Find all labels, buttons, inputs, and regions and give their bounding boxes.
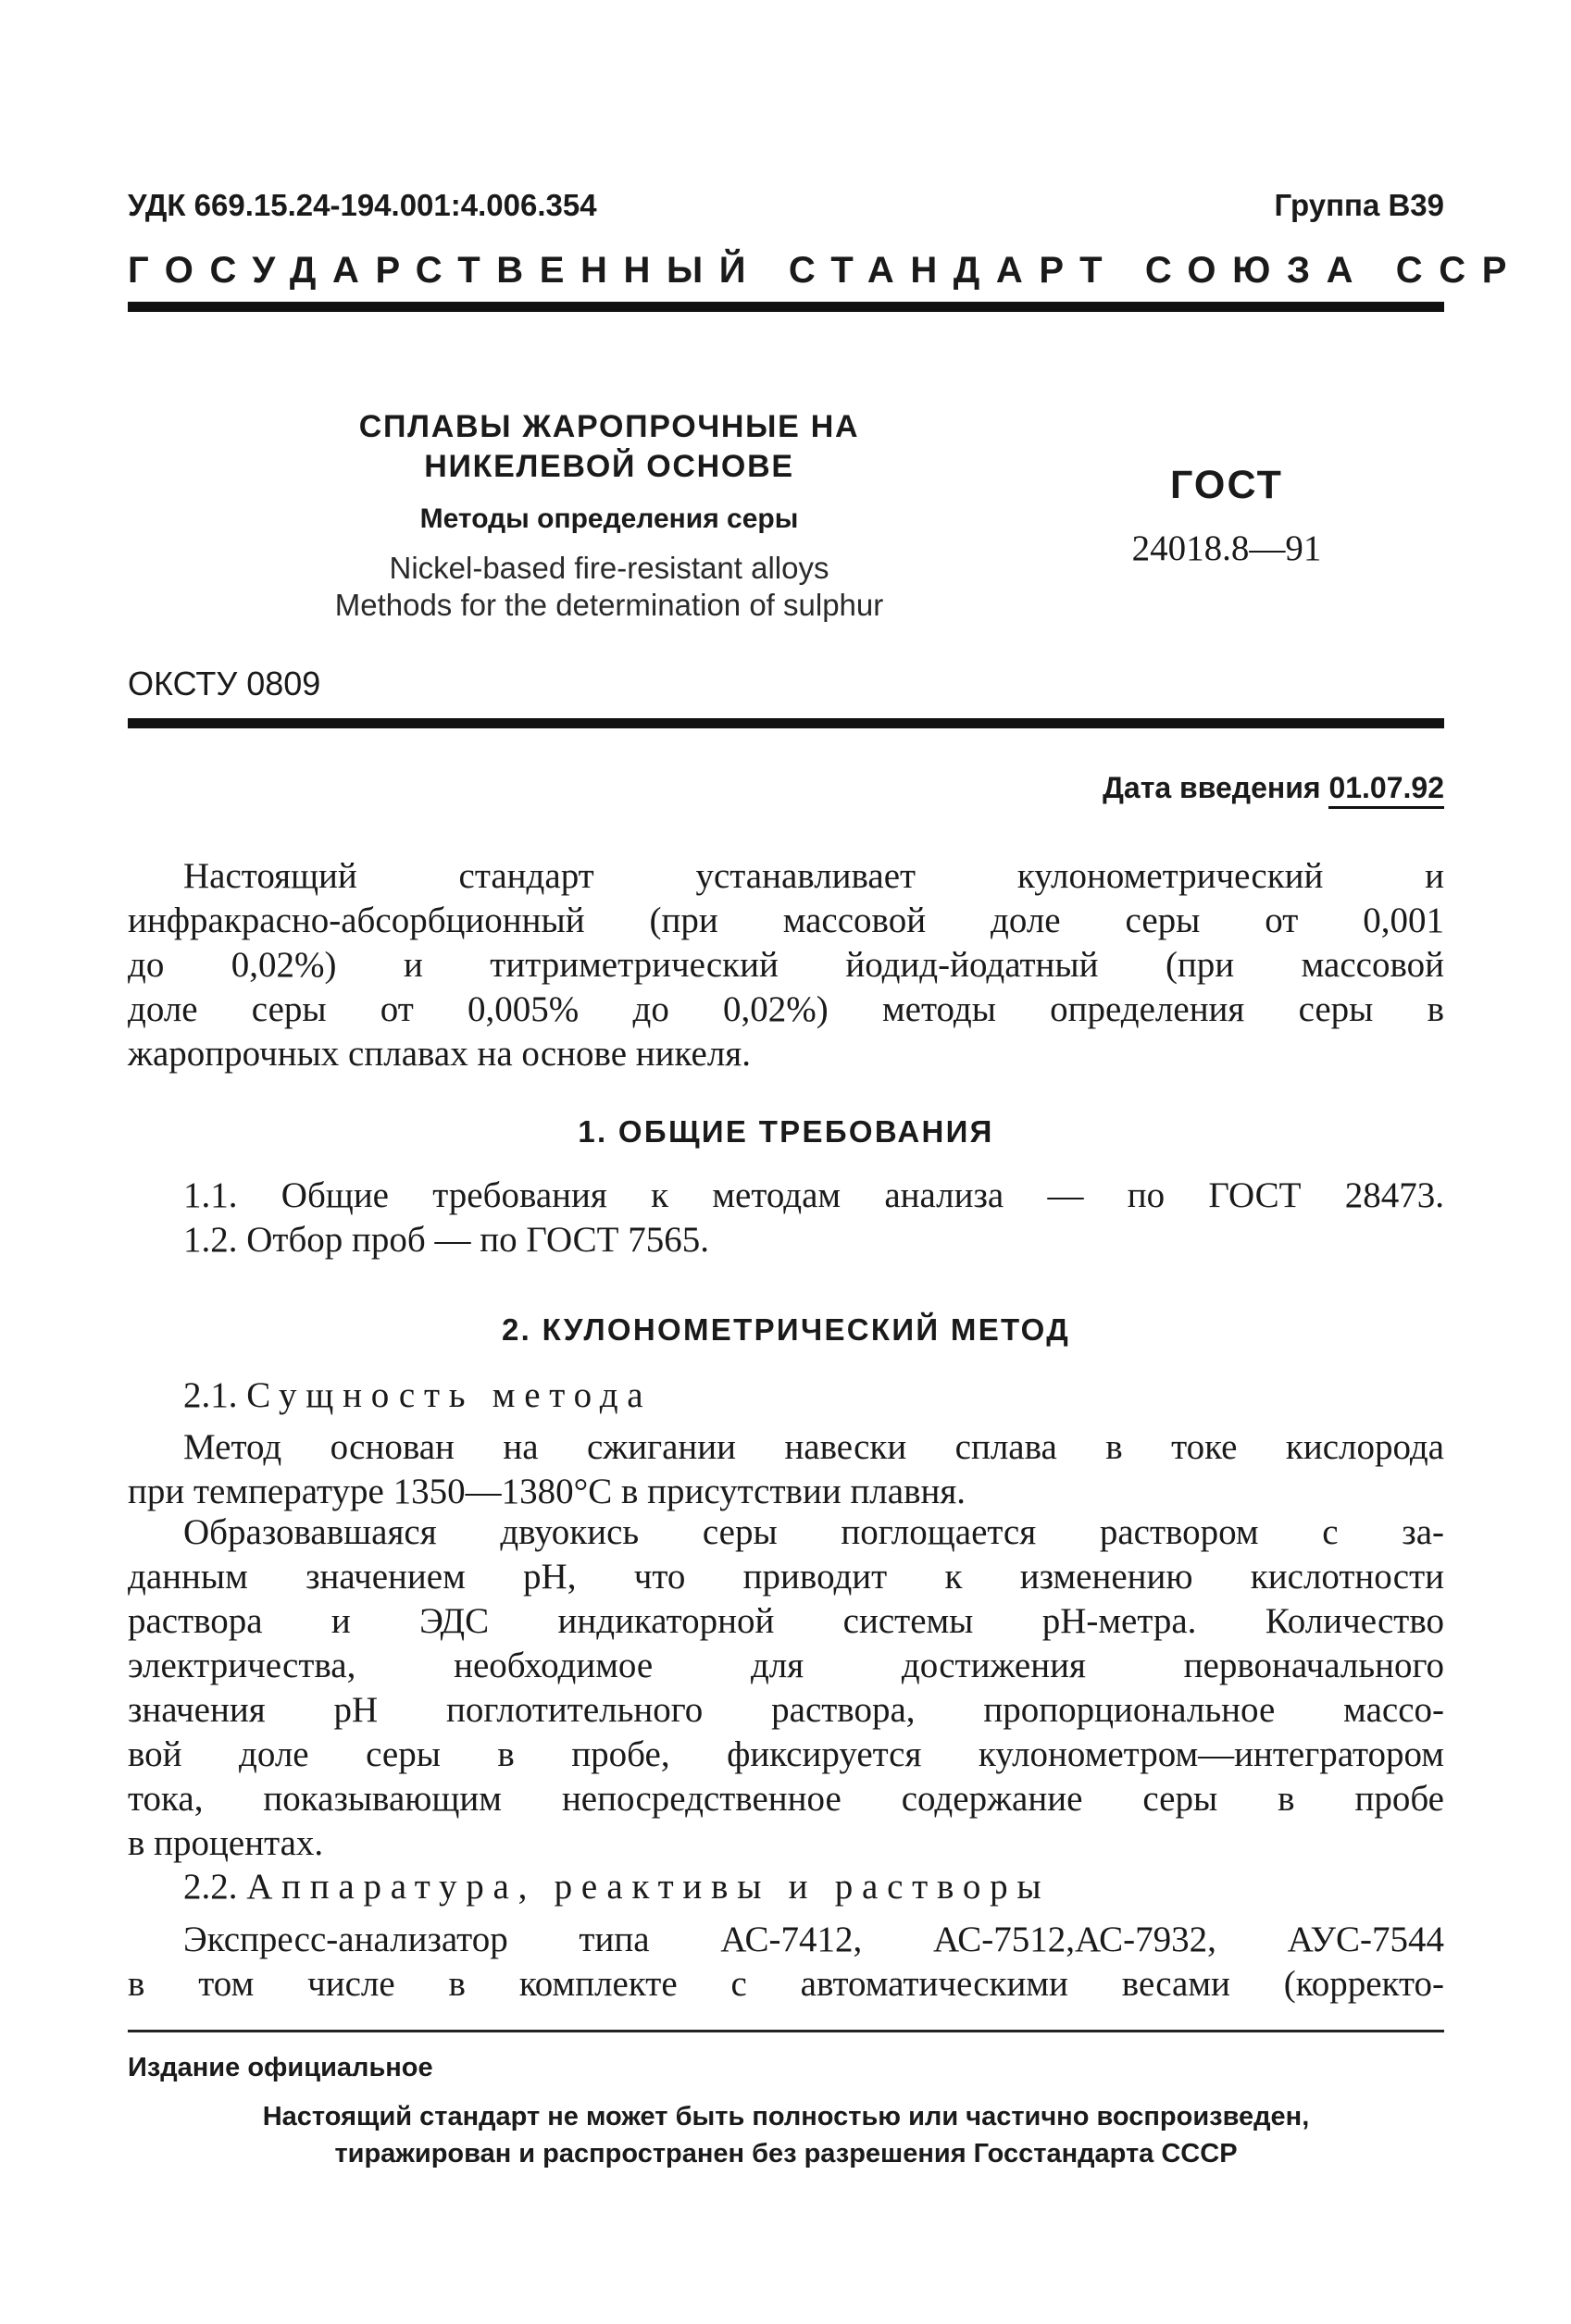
paragraph-line: Метод основан на сжигании навески сплава в токе кислорода — [183, 1427, 1444, 1467]
subsection-2-2-title — [128, 1865, 1444, 1909]
intro-paragraph — [128, 854, 1444, 1076]
effective-date — [1103, 771, 1444, 805]
paragraph-line: вой доле серы в пробе, фиксируется кулонометром—интегратором — [128, 1734, 1444, 1774]
reproduction-notice — [128, 2098, 1444, 2172]
paragraph-line: Экспресс-анализатор типа АС-7412, АС-7512,АС-7932, АУС-7544 — [183, 1920, 1444, 1959]
section-1-item: 1.2. Отбор проб — по ГОСТ 7565. — [183, 1220, 709, 1260]
paragraph-line: значения рН поглотительного раствора, пропорциональное массо- — [128, 1690, 1444, 1730]
section-1-heading: 1. ОБЩИЕ ТРЕБОВАНИЯ — [578, 1114, 994, 1149]
paragraph-line: раствора и ЭДС индикаторной системы рН-метра. Количество — [128, 1601, 1444, 1641]
title-block — [239, 407, 979, 624]
subsection-2-2-number: 2.2. — [183, 1867, 238, 1907]
gost-label: ГОСТ — [1169, 463, 1284, 507]
section-1-items — [128, 1174, 1444, 1262]
subsection-2-2-name: Аппаратура, реактивы и растворы — [246, 1867, 1051, 1907]
effective-date-label: Дата введения — [1103, 771, 1321, 804]
method-principle-paragraph — [128, 1425, 1444, 1514]
intro-line: до 0,02%) и титриметрический йодид-йодатный (при массовой — [128, 945, 1444, 985]
intro-line: жаропрочных сплавах на основе никеля. — [128, 1034, 751, 1074]
reproduction-notice-line: Настоящий стандарт не может быть полностью или частично воспроизведен, — [262, 2102, 1310, 2131]
header-divider — [128, 302, 1444, 312]
udk-code: УДК 669.15.24-194.001:4.006.354 — [128, 188, 597, 222]
title-divider — [128, 718, 1444, 728]
paragraph-line: в том числе в комплекте с автоматическими весами (корректо- — [128, 1964, 1444, 2004]
intro-line: доле серы от 0,005% до 0,02%) методы определения серы в — [128, 989, 1444, 1029]
footer-divider — [128, 2030, 1444, 2032]
effective-date-value: 01.07.92 — [1328, 771, 1444, 809]
title-ru-subtitle: Методы определения серы — [419, 503, 799, 534]
paragraph-line: данным значением рН, что приводит к изменению кислотности — [128, 1557, 1444, 1597]
subsection-2-1-number: 2.1. — [183, 1375, 238, 1415]
paragraph-line: при температуре 1350—1380°С в присутствии плавня. — [128, 1472, 966, 1511]
method-description-paragraph — [128, 1510, 1444, 1866]
group-code: Группа В39 — [1274, 188, 1444, 222]
title-ru-line1: СПЛАВЫ ЖАРОПРОЧНЫЕ НА — [358, 409, 860, 444]
subsection-2-1-name: Сущность метода — [246, 1375, 653, 1415]
gost-number: 24018.8—91 — [1131, 528, 1322, 568]
reproduction-notice-line: тиражирован и распространен без разрешения Госстандарта СССР — [334, 2139, 1238, 2169]
standard-union-title: ГОСУДАРСТВЕННЫЙ СТАНДАРТ СОЮЗА ССР — [128, 250, 1524, 291]
paragraph-line: в процентах. — [128, 1823, 324, 1863]
title-en-line1: Nickel-based fire-resistant alloys — [389, 551, 829, 585]
paragraph-line: Образовавшаяся двуокись серы поглощается раствором с за- — [183, 1512, 1444, 1552]
official-edition-note: Издание официальное — [128, 2053, 433, 2082]
paragraph-line: тока, показывающим непосредственное содержание серы в пробе — [128, 1779, 1444, 1819]
okstu-code: ОКСТУ 0809 — [128, 665, 321, 702]
section-1-item: 1.1. Общие требования к методам анализа — по ГОСТ 28473. — [183, 1175, 1444, 1215]
title-en-line2: Methods for the determination of sulphur — [334, 588, 884, 622]
intro-line: инфракрасно-абсорбционный (при массовой доле серы от 0,001 — [128, 901, 1444, 940]
title-ru-line2: НИКЕЛЕВОЙ ОСНОВЕ — [424, 449, 794, 484]
paragraph-line: электричества, необходимое для достижения первоначального — [128, 1646, 1444, 1685]
intro-line: Настоящий стандарт устанавливает кулонометрический и — [183, 856, 1444, 896]
apparatus-paragraph — [128, 1918, 1444, 2007]
subsection-2-1-title — [128, 1373, 1444, 1418]
section-2-heading: 2. КУЛОНОМЕТРИЧЕСКИЙ МЕТОД — [501, 1312, 1071, 1347]
